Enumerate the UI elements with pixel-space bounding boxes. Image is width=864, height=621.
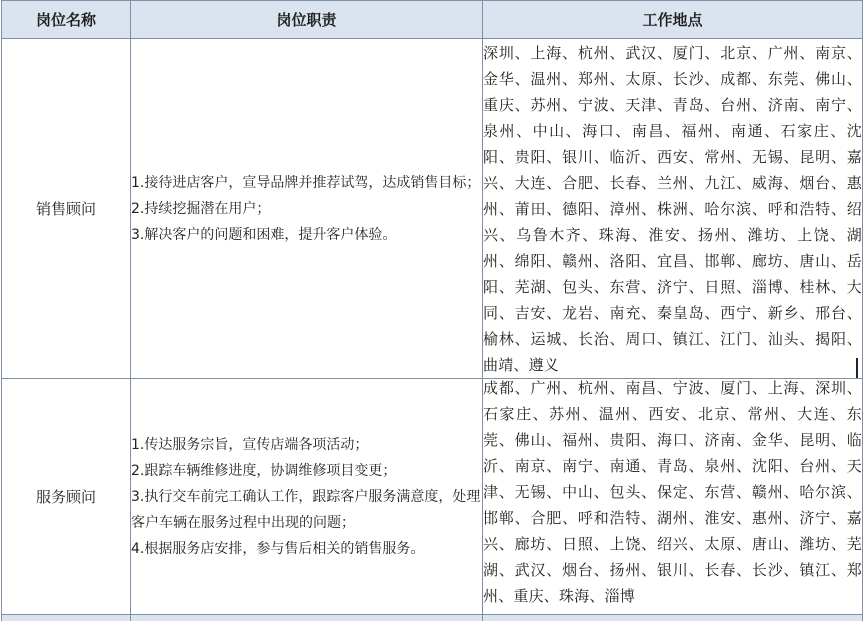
duty-item: 2.持续挖掘潜在用户； (131, 200, 271, 217)
duty-item: 4.根据服务店安排，参与售后相关的销售服务。 (131, 540, 425, 557)
work-location-cell (483, 39, 863, 379)
job-duty-cell (131, 39, 483, 379)
location-list: 成都、广州、杭州、南昌、宁波、厦门、上海、深圳、石家庄、苏州、温州、西安、北京、常州、大连、东莞、佛山、福州、贵阳、海口、济南、金华、昆明、临沂、南京、南宁、南通、青岛、泉州、沈阳、台州、天津、无锡、中山、包头、保定、东营、赣州、哈尔滨、邯郸、合肥、呼和浩特、湖州、淮安、惠州、济宁、嘉兴、廊坊、日照、上饶、绍兴、太原、唐山、潍坊、芜湖、武汉、烟台、扬州、银川、长春、长沙、镇江、郑州、重庆、珠海、淄博 (483, 379, 862, 605)
table-row (2, 379, 863, 615)
table-row (2, 39, 863, 379)
empty-cell (483, 615, 863, 621)
duty-item: 1.接待进店客户，宣导品牌并推荐试驾，达成销售目标； (131, 174, 481, 191)
location-list: 深圳、上海、杭州、武汉、厦门、北京、广州、南京、金华、温州、郑州、太原、长沙、成都、东莞、佛山、重庆、苏州、宁波、天津、青岛、台州、济南、南宁、泉州、中山、海口、南昌、福州、南通、石家庄、沈阳、贵阳、银川、临沂、西安、常州、无锡、昆明、嘉兴、大连、合肥、长春、兰州、九江、威海、烟台、惠州、莆田、德阳、漳州、株洲、哈尔滨、呼和浩特、绍兴、乌鲁木齐、珠海、淮安、扬州、潍坊、上饶、湖州、绵阳、赣州、洛阳、宜昌、邯郸、廊坊、唐山、岳阳、芜湖、包头、东营、济宁、日照、淄博、桂林、大同、吉安、龙岩、南充、秦皇岛、西宁、新乡、邢台、榆林、运城、长治、周口、镇江、江门、汕头、揭阳、曲靖、遵义 (483, 44, 862, 374)
job-duty-cell (131, 379, 483, 615)
duty-item: 3.解决客户的问题和困难，提升客户体验。 (131, 226, 397, 243)
table-row-partial (2, 615, 863, 621)
job-name-cell: 销售顾问 (2, 39, 131, 379)
header-work-location: 工作地点 (483, 1, 863, 39)
duty-item: 3.执行交车前完工确认工作，跟踪客户服务满意度，处理客户车辆在服务过程中出现的问题； (131, 488, 481, 531)
header-row (2, 1, 863, 39)
job-name-cell: 服务顾问 (2, 379, 131, 615)
header-job-name: 岗位名称 (2, 1, 131, 39)
job-table (1, 0, 863, 621)
empty-cell (2, 615, 131, 621)
work-location-cell (483, 379, 863, 615)
empty-cell (131, 615, 483, 621)
duty-item: 1.传达服务宗旨，宣传店端各项活动； (131, 436, 369, 453)
header-job-duty: 岗位职责 (131, 1, 483, 39)
duty-item: 2.跟踪车辆维修进度，协调维修项目变更； (131, 462, 397, 479)
